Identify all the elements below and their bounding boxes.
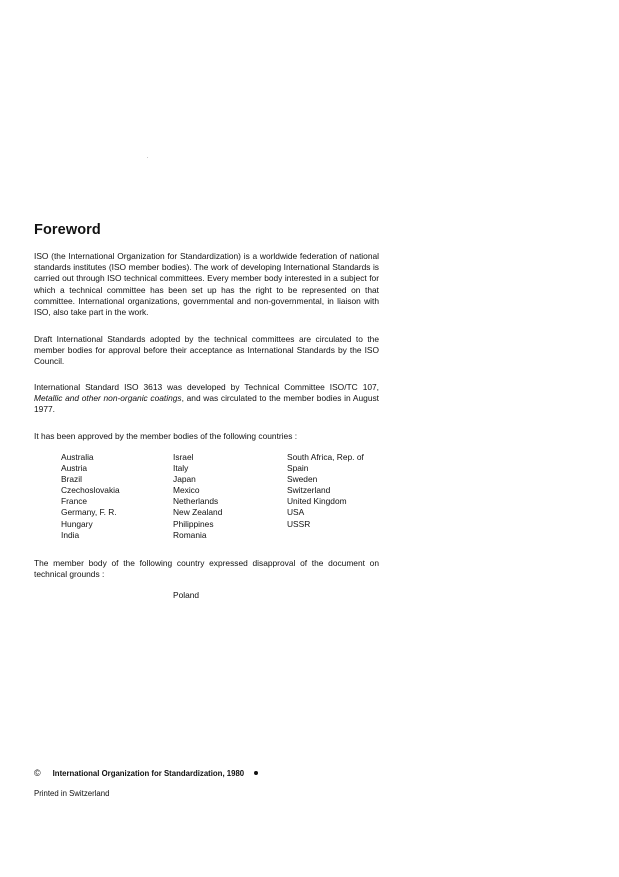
paragraph-draft-standards: Draft International Standards adopted by the technical committees are circulated to the member bodies for approval before their acceptance as International Standards by the ISO Council.	[34, 334, 379, 367]
country-item: South Africa, Rep. of	[287, 452, 364, 462]
disapproval-intro: The member body of the following country expressed disapproval of the document on technical grounds :	[34, 558, 379, 580]
scan-speck	[147, 157, 148, 158]
country-item: Mexico	[173, 485, 200, 496]
country-item: Sweden	[287, 474, 318, 485]
country-item: France	[61, 496, 88, 507]
country-item: Romania	[173, 529, 207, 540]
country-item: United Kingdom	[287, 496, 347, 507]
approval-intro: It has been approved by the member bodies of the following countries :	[34, 431, 298, 441]
country-item: Germany, F. R.	[61, 507, 117, 518]
disapproving-country: Poland	[173, 590, 200, 600]
country-item: Philippines	[173, 518, 214, 529]
approving-countries	[61, 452, 391, 541]
copyright-line	[34, 768, 258, 778]
country-item: Italy	[173, 463, 189, 474]
page-title: Foreword	[34, 222, 101, 238]
bullet-icon	[254, 771, 258, 775]
country-item: Australia	[61, 452, 94, 462]
countries-column-1	[61, 452, 173, 541]
countries-column-2	[173, 452, 287, 541]
paragraph-development	[34, 382, 379, 416]
country-item: Japan	[173, 474, 196, 485]
country-item: Israel	[173, 452, 194, 462]
country-item: Switzerland	[287, 485, 331, 496]
development-text-start: International Standard ISO 3613 was developed by Technical Committee ISO/TC 107,	[34, 382, 379, 392]
countries-column-3	[287, 452, 391, 541]
development-text-end: , and was circulated to the member bodies in August 1977.	[34, 393, 379, 415]
country-item: India	[61, 529, 80, 540]
country-item: New Zealand	[173, 507, 223, 518]
country-item: USSR	[287, 518, 311, 529]
country-item: Czechoslovakia	[61, 485, 120, 496]
paragraph-iso-intro: ISO (the International Organization for Standardization) is a worldwide federation of national standards institutes (ISO member bodies). The work of developing International Standards is carried out through ISO technical committees. Every member body interested in a subject for which a technical committee has been set up has the right to be represented on that committee. International organizations, governmental and non-governmental, in liaison with ISO, also take part in the work.	[34, 251, 379, 318]
printed-in: Printed in Switzerland	[34, 789, 110, 798]
country-item: USA	[287, 507, 305, 518]
committee-title: Metallic and other non-organic coatings	[34, 393, 182, 404]
country-item: Austria	[61, 463, 88, 474]
country-item: Brazil	[61, 474, 82, 485]
copyright-text: International Organization for Standardization, 1980	[52, 768, 245, 778]
country-item: Hungary	[61, 518, 93, 529]
copyright-icon: ©	[34, 768, 41, 778]
country-item: Spain	[287, 463, 309, 474]
country-item: Netherlands	[173, 496, 219, 507]
